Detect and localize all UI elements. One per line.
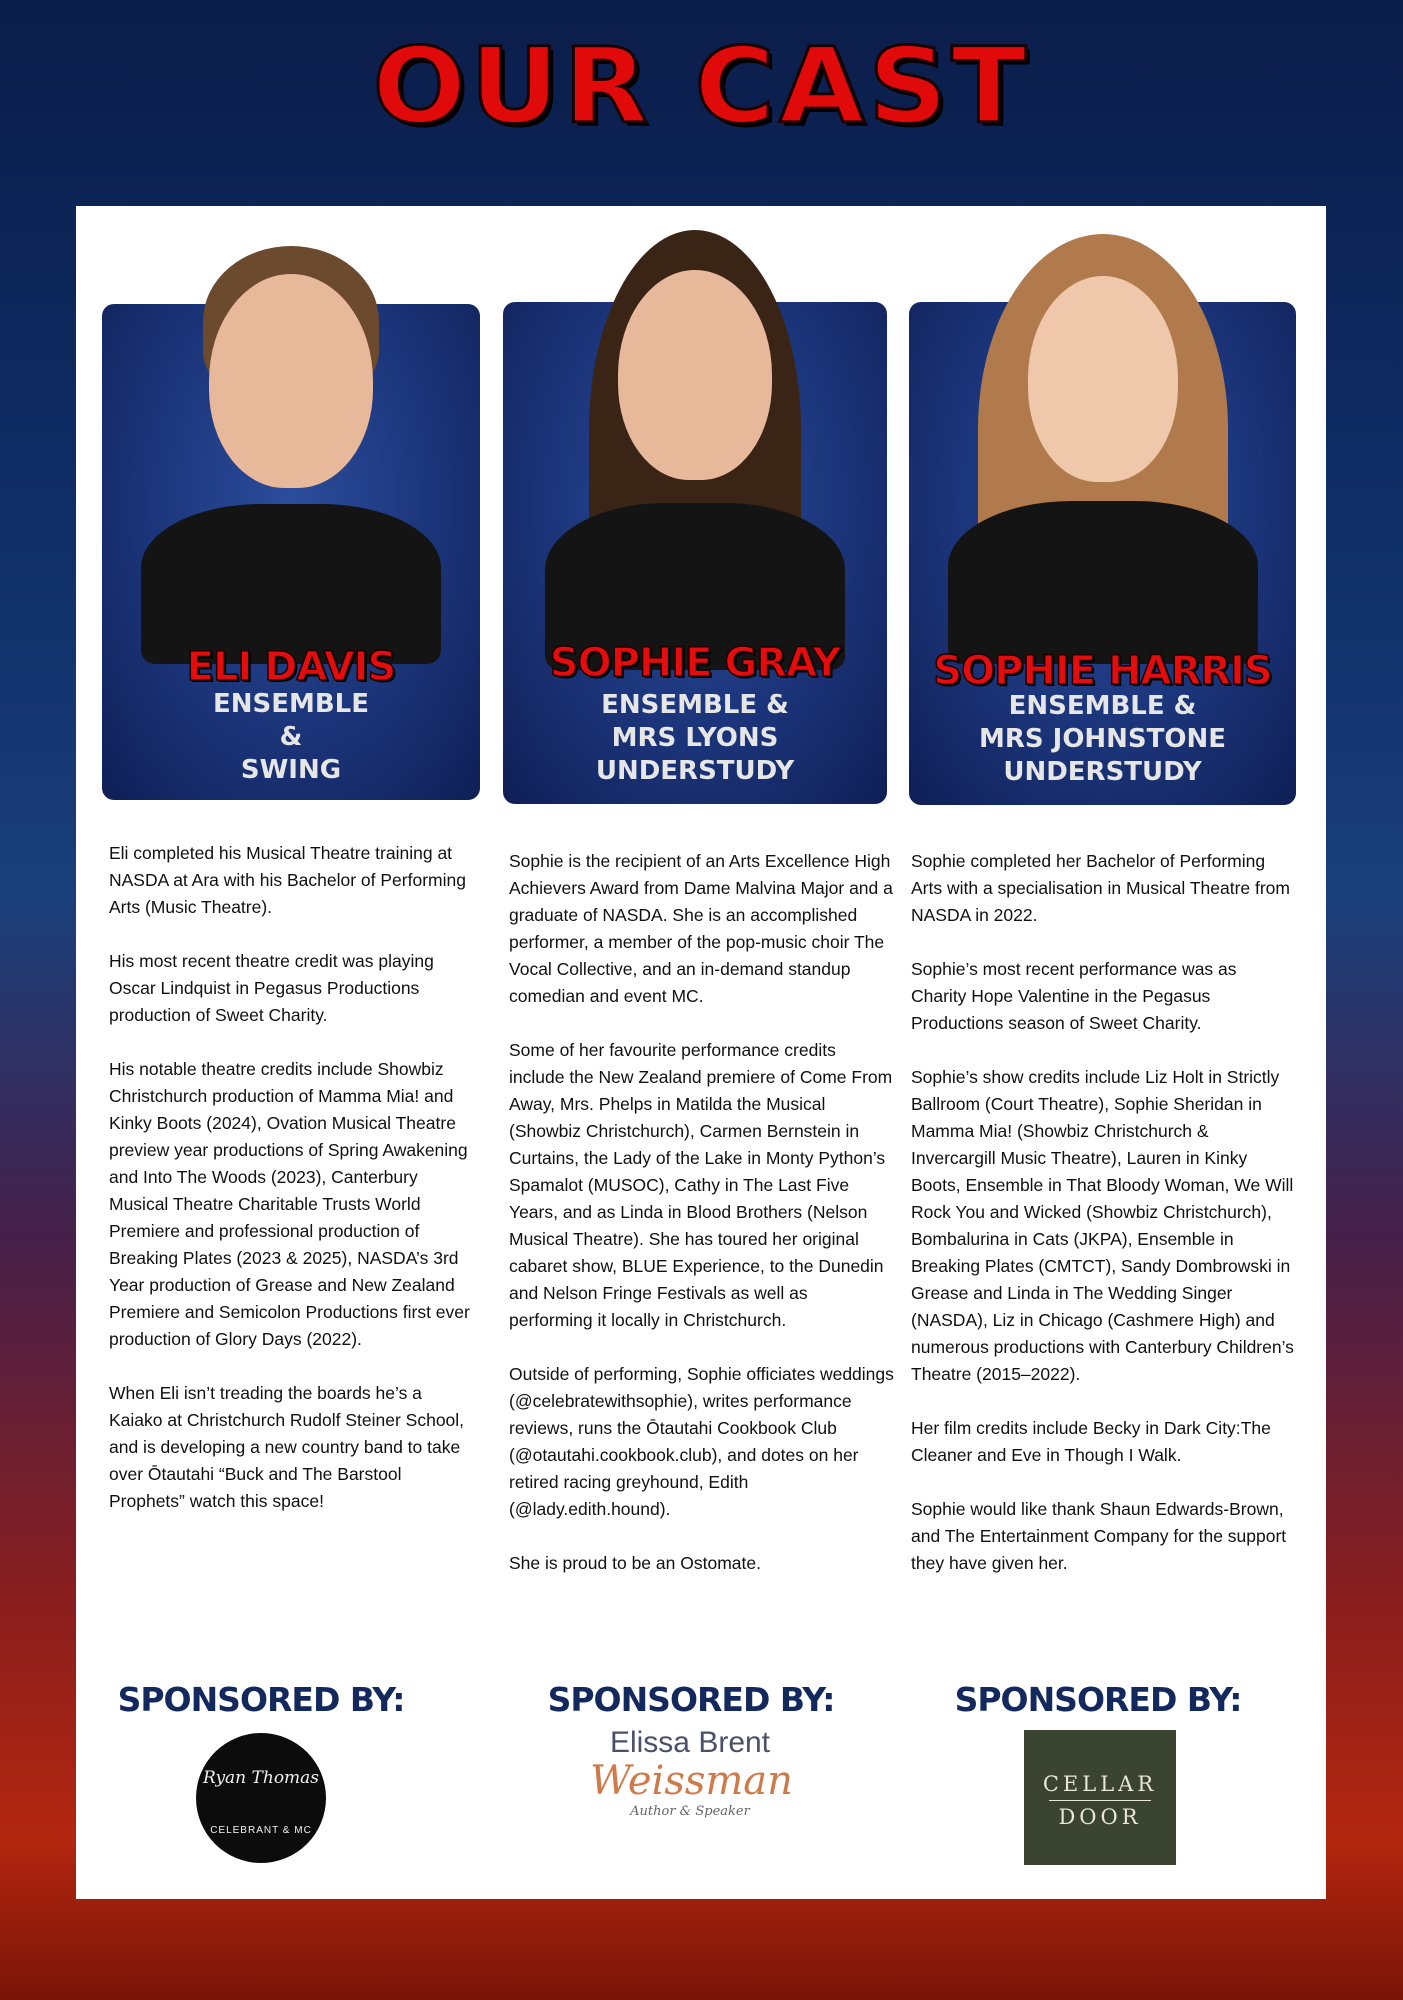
bio-paragraph: Sophie would like thank Shaun Edwards-Brown, and The Entertainment Company for the support they have given her. [911,1499,1287,1573]
cast-card-sophie-harris [909,302,1296,805]
face [618,270,772,480]
bio-paragraph: His notable theatre credits include Showbiz Christchurch production of Mamma Mia! and Kinky Boots (2024), Ovation Musical Theatre preview year productions of Spring Awakening and Into The Woods (2023), Canterbury Musical Theatre Charitable Trusts World Premiere and professional production of Breaking Plates (2023 & 2025), NASDA’s 3rd Year production of Grease and New Zealand Premiere and Semicolon Productions first ever production of Glory Days (2022). [109,1059,470,1349]
portrait-photo [141,244,441,664]
bio-paragraph: Sophie is the recipient of an Arts Excellence High Achievers Award from Dame Malvina Major and a graduate of NASDA. She is an accomplished performer, a member of the pop-music choir The Vocal Collective, and an in-demand standup comedian and event MC. [509,851,893,1006]
face [209,274,373,488]
portrait-photo [545,230,845,670]
cast-name: SOPHIE HARRIS [933,648,1272,694]
sponsor-logo-elissa-brent-weissman [590,1726,793,1819]
logo-tagline: CELEBRANT & MC [210,1825,312,1836]
logo-line2: DOOR [1058,1805,1142,1829]
bio-paragraph: Some of her favourite performance credits include the New Zealand premiere of Come From Away, Mrs. Phelps in Matilda the Musical (Showbiz Christchurch), Carmen Bernstein in Curtains, the Lady of the Lake in Monty Python’s Spamalot (MUSOC), Cathy in The Last Five Years, and as Linda in Blood Brothers (Nelson Musical Theatre). She has toured her original cabaret show, BLUE Experience, to the Dunedin and Nelson Fringe Festivals as well as performing it locally in Christchurch. [509,1040,893,1330]
sponsor-label: SPONSORED BY: [547,1680,835,1719]
shirt [948,501,1258,664]
bio-paragraph: Outside of performing, Sophie officiates weddings (@celebratewithsophie), writes performance reviews, runs the Ōtautahi Cookbook Club (@otautahi.cookbook.club), and dotes on her retired racing greyhound, Edith (@lady.edith.hound). [509,1364,894,1519]
cast-bio-eli-davis [109,840,477,1542]
bio-paragraph: She is proud to be an Ostomate. [509,1553,761,1573]
bio-paragraph: His most recent theatre credit was playing Oscar Lindquist in Pegasus Productions production of Sweet Charity. [109,951,434,1025]
bio-paragraph: Sophie’s show credits include Liz Holt in Strictly Ballroom (Court Theatre), Sophie Sheridan in Mamma Mia! (Showbiz Christchurch & Invercargill Music Theatre), Lauren in Kinky Boots, Ensemble in That Bloody Woman, We Will Rock You and Wicked (Showbiz Christchurch), Bombalurina in Cats (JKPA), Ensemble in Breaking Plates (CMTCT), Sandy Dombrowski in Grease and Linda in The Wedding Singer (NASDA), Liz in Chicago (Cashmere High) and numerous productions with Canterbury Children’s Theatre (2015–2022). [911,1067,1294,1384]
sponsor-label: SPONSORED BY: [954,1680,1242,1719]
bio-paragraph: Her film credits include Becky in Dark City:The Cleaner and Eve in Though I Walk. [911,1418,1271,1465]
logo-line1: CELLAR [1042,1772,1158,1796]
cast-name: SOPHIE GRAY [549,640,841,686]
bio-paragraph: Sophie completed her Bachelor of Performing Arts with a specialisation in Musical Theatre from NASDA in 2022. [911,851,1290,925]
face [1028,276,1178,482]
logo-line3: Author & Speaker [630,1804,750,1819]
sponsor-logo-cellar-door [1024,1730,1176,1865]
cast-card-eli-davis [102,304,480,800]
bio-paragraph: Sophie’s most recent performance was as Charity Hope Valentine in the Pegasus Productions season of Sweet Charity. [911,959,1237,1033]
cast-name: ELI DAVIS [186,644,396,690]
cast-bio-sophie-gray [509,848,894,1604]
shirt [141,504,441,664]
sponsor-logo-ryan-thomas [196,1733,326,1863]
logo-script-text: Ryan Thomas [202,1768,320,1788]
logo-line1: Elissa Brent [609,1726,771,1759]
cast-role: ENSEMBLE & MRS LYONS UNDERSTUDY [595,690,795,786]
sponsor-label: SPONSORED BY: [117,1680,405,1719]
page-title: OUR CAST [372,25,1031,147]
cast-role: ENSEMBLE & SWING [212,689,370,785]
cast-card-sophie-gray [503,302,887,804]
cast-bio-sophie-harris [911,848,1294,1604]
portrait-photo [948,234,1258,664]
logo-line2: Weissman [590,1758,793,1804]
bio-paragraph: Eli completed his Musical Theatre training at NASDA at Ara with his Bachelor of Performing Arts (Music Theatre). [109,843,466,917]
logo-divider [1049,1800,1151,1801]
cast-role: ENSEMBLE & MRS JOHNSTONE UNDERSTUDY [978,691,1227,787]
bio-paragraph: When Eli isn’t treading the boards he’s a Kaiako at Christchurch Rudolf Steiner School, and is developing a new country band to take over Ōtautahi “Buck and The Barstool Prophets” watch this space! [109,1383,465,1511]
